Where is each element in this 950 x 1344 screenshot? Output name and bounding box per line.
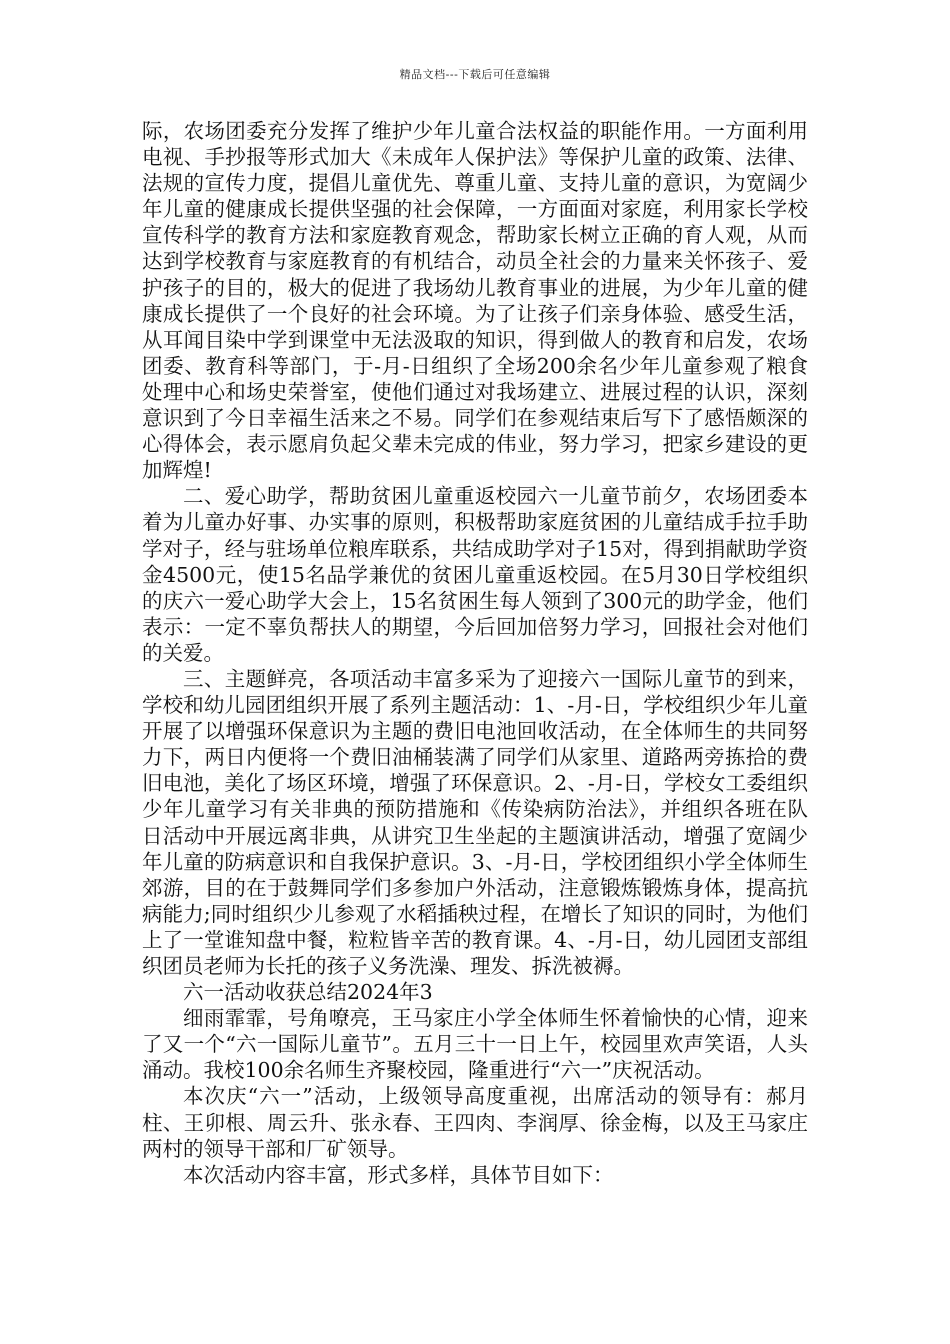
- paragraph: 本次庆“六一”活动，上级领导高度重视，出席活动的领导有：郝月柱、王卯根、周云升、张永春、王四肉、李润厚、徐金梅，以及王马家庄两村的领导干部和厂矿领导。: [142, 1084, 808, 1161]
- page-header: 精品文档---下载后可任意编辑: [399, 68, 551, 81]
- paragraph: 际，农场团委充分发挥了维护少年儿童合法权益的职能作用。一方面利用电视、手抄报等形式加大《未成年人保护法》等保护儿童的政策、法律、法规的宣传力度，提倡儿童优先、尊重儿童、支持儿童的意识，为宽阔少年儿童的健康成长提供坚强的社会保障，一方面面对家庭，利用家长学校宣传科学的教育方法和家庭教育观念，帮助家长树立正确的育人观，从而达到学校教育与家庭教育的有机结合，动员全社会的力量来关怀孩子、爱护孩子的目的，极大的促进了我场幼儿教育事业的进展，为少年儿童的健康成长提供了一个良好的社会环境。为了让孩子们亲身体验、感受生活，从耳闻目染中学到课堂中无法汲取的知识，得到做人的教育和启发，农场团委、教育科等部门，于-月-日组织了全场200余名少年儿童参观了粮食处理中心和场史荣誉室，使他们通过对我场建立、进展过程的认识，深刻意识到了今日幸福生活来之不易。同学们在参观结束后写下了感悟颇深的心得体会，表示愿肩负起父辈未完成的伟业，努力学习，把家乡建设的更加辉煌!: [142, 119, 808, 483]
- paragraph: 三、主题鲜亮，各项活动丰富多采为了迎接六一国际儿童节的到来，学校和幼儿园团组织开展了系列主题活动：1、-月-日，学校组织少年儿童开展了以增强环保意识为主题的费旧电池回收活动，在全体师生的共同努力下，两日内便将一个费旧油桶装满了同学们从家里、道路两旁拣拾的费旧电池，美化了场区环境，增强了环保意识。2、-月-日，学校女工委组织少年儿童学习有关非典的预防措施和《传染病防治法》，并组织各班在队日活动中开展远离非典，从讲究卫生坐起的主题演讲活动，增强了宽阔少年儿童的防病意识和自我保护意识。3、-月-日，学校团组织小学全体师生郊游，目的在于鼓舞同学们多参加户外活动，注意锻炼锻炼身体，提高抗病能力;同时组织少儿参观了水稻插秧过程，在增长了知识的同时，为他们上了一堂谁知盘中餐，粒粒皆辛苦的教育课。4、-月-日，幼儿园团支部组织团员老师为长托的孩子义务洗澡、理发、拆洗被褥。: [142, 666, 808, 978]
- paragraph: 细雨霏霏，号角嘹亮，王马家庄小学全体师生怀着愉快的心情，迎来了又一个“六一国际儿童节”。五月三十一日上午，校园里欢声笑语，人头涌动。我校100余名师生齐聚校园，隆重进行“六一”庆祝活动。: [142, 1006, 808, 1083]
- section-title: 六一活动收获总结2024年3: [183, 980, 433, 1005]
- paragraph: 本次活动内容丰富，形式多样，具体节目如下：: [183, 1162, 614, 1187]
- paragraph: 二、爱心助学，帮助贫困儿童重返校园六一儿童节前夕，农场团委本着为儿童办好事、办实事的原则，积极帮助家庭贫困的儿童结成手拉手助学对子，经与驻场单位粮库联系，共结成助学对子15对，得到捐献助学资金4500元，使15名品学兼优的贫困儿童重返校园。在5月30日学校组织的庆六一爱心助学大会上，15名贫困生每人领到了300元的助学金，他们表示：一定不辜负帮扶人的期望，今后回加倍努力学习，回报社会对他们的关爱。: [142, 484, 808, 665]
- document-body: [142, 118, 808, 1188]
